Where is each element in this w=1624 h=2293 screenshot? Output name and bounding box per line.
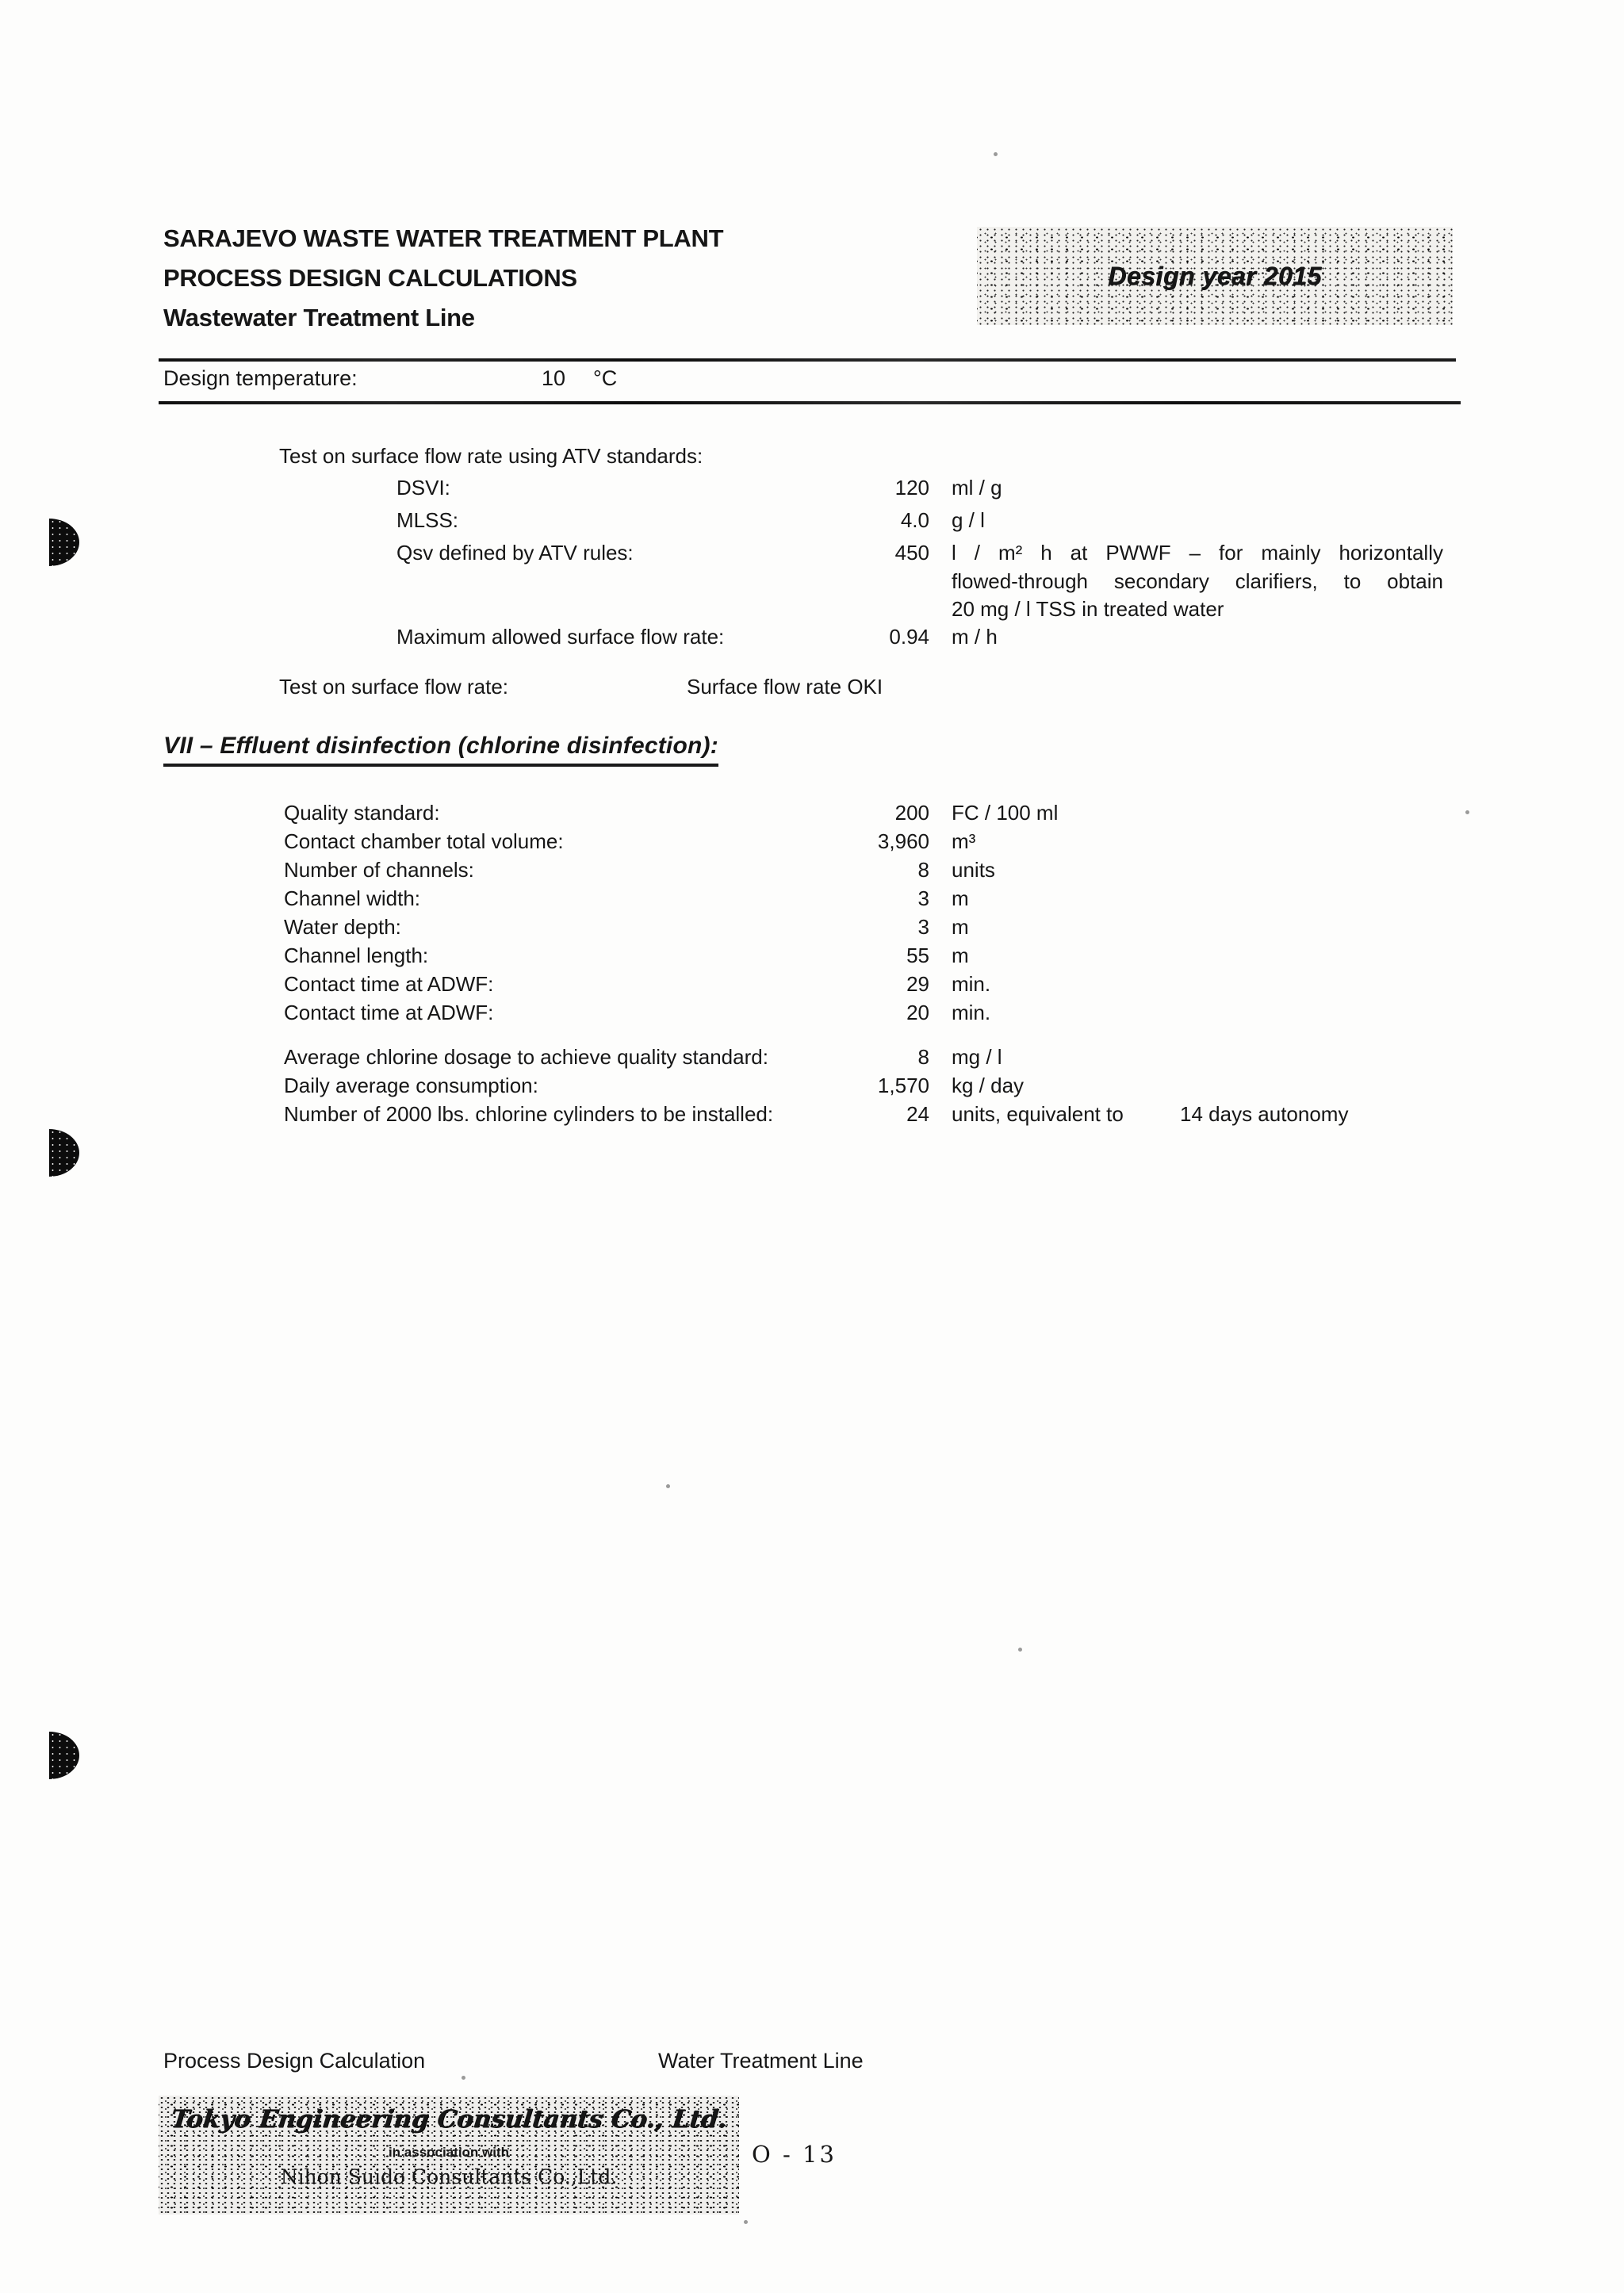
- param-unit: m: [952, 944, 969, 967]
- param-value: 20: [906, 1001, 929, 1024]
- scan-speck: [462, 2076, 465, 2080]
- footer-line-name: Water Treatment Line: [658, 2049, 864, 2073]
- consultants-logo-box: [159, 2096, 739, 2215]
- design-temperature-label: Design temperature:: [163, 366, 358, 390]
- atv-test-intro: Test on surface flow rate using ATV standards:: [279, 444, 703, 468]
- qsv-unit-line: 20 mg / l TSS in treated water: [952, 597, 1224, 621]
- param-value: 55: [906, 944, 929, 967]
- horizontal-rule-top: [159, 358, 1456, 362]
- param-label: DSVI:: [396, 476, 450, 500]
- page-number: O - 13: [752, 2141, 837, 2168]
- design-year-stamp-box: [977, 227, 1453, 325]
- param-label: Daily average consumption:: [284, 1074, 538, 1097]
- param-unit: g / l: [952, 508, 985, 532]
- param-unit: min.: [952, 1001, 991, 1024]
- param-label: Contact chamber total volume:: [284, 829, 564, 853]
- param-value: 1,570: [877, 1074, 929, 1097]
- document-title: [163, 219, 723, 338]
- param-value: 29: [906, 972, 929, 996]
- param-value: 3,960: [877, 829, 929, 853]
- param-label: Contact time at ADWF:: [284, 1001, 494, 1024]
- param-unit: m / h: [952, 625, 998, 649]
- param-unit: ml / g: [952, 476, 1002, 500]
- scan-speck: [666, 1484, 670, 1488]
- qsv-unit-note: [952, 539, 1443, 624]
- param-value: 3: [917, 886, 929, 910]
- param-unit: mg / l: [952, 1045, 1002, 1069]
- scan-speck: [1465, 810, 1469, 814]
- param-label: MLSS:: [396, 508, 459, 532]
- param-unit: m: [952, 915, 969, 939]
- logo-association-text: in association with: [388, 2145, 510, 2160]
- logo-company-secondary: Nihon Suido Consultants Co.,Ltd.: [280, 2165, 618, 2188]
- param-value: 200: [894, 801, 929, 825]
- param-label: Channel length:: [284, 944, 429, 967]
- footer-doc-type: Process Design Calculation: [163, 2049, 426, 2073]
- design-temperature-value: 10: [542, 366, 566, 390]
- test-result-label: Test on surface flow rate:: [279, 675, 509, 699]
- design-year-label: Design year 2015: [1108, 261, 1322, 290]
- param-value: 0.94: [889, 625, 929, 649]
- param-label: Maximum allowed surface flow rate:: [396, 625, 725, 649]
- param-label: Water depth:: [284, 915, 401, 939]
- param-label: Number of 2000 lbs. chlorine cylinders to be installed:: [284, 1102, 774, 1126]
- horizontal-rule-bottom: [159, 401, 1461, 404]
- scan-speck: [994, 152, 998, 156]
- title-line-3: Wastewater Treatment Line: [163, 304, 475, 331]
- section-vii-heading: VII – Effluent disinfection (chlorine disinfection):: [163, 733, 718, 767]
- param-unit: m: [952, 886, 969, 910]
- design-temperature-unit: °C: [593, 366, 618, 390]
- param-value: 24: [906, 1102, 929, 1126]
- qsv-unit-line: l / m² h at PWWF – for mainly horizontally: [952, 541, 1443, 565]
- logo-company-primary: Tokyo Engineering Consultants Co., Ltd.: [169, 2105, 729, 2134]
- param-extra-note: 14 days autonomy: [1180, 1102, 1349, 1126]
- param-value: 8: [917, 858, 929, 882]
- param-unit: units, equivalent to: [952, 1102, 1124, 1126]
- param-unit: min.: [952, 972, 991, 996]
- param-value: 3: [917, 915, 929, 939]
- param-value: 4.0: [900, 508, 929, 532]
- test-result-value: Surface flow rate OKI: [687, 675, 883, 699]
- param-label: Channel width:: [284, 886, 420, 910]
- title-line-2: PROCESS DESIGN CALCULATIONS: [163, 264, 577, 292]
- param-unit: m³: [952, 829, 976, 853]
- param-value: 450: [894, 541, 929, 565]
- binder-hole-mark: [49, 1732, 79, 1779]
- param-label: Quality standard:: [284, 801, 440, 825]
- param-unit: FC / 100 ml: [952, 801, 1059, 825]
- param-unit: kg / day: [952, 1074, 1025, 1097]
- param-value: 120: [894, 476, 929, 500]
- binder-hole-mark: [49, 519, 79, 566]
- param-label: Number of channels:: [284, 858, 474, 882]
- binder-hole-mark: [49, 1129, 79, 1177]
- param-label: Qsv defined by ATV rules:: [396, 541, 634, 565]
- scan-speck: [1018, 1648, 1022, 1652]
- title-line-1: SARAJEVO WASTE WATER TREATMENT PLANT: [163, 224, 724, 252]
- qsv-unit-line: flowed-through secondary clarifiers, to obtain: [952, 568, 1443, 593]
- param-label: Contact time at ADWF:: [284, 972, 494, 996]
- param-unit: units: [952, 858, 995, 882]
- param-value: 8: [917, 1045, 929, 1069]
- param-label: Average chlorine dosage to achieve quality standard:: [284, 1045, 768, 1069]
- scan-speck: [744, 2220, 748, 2224]
